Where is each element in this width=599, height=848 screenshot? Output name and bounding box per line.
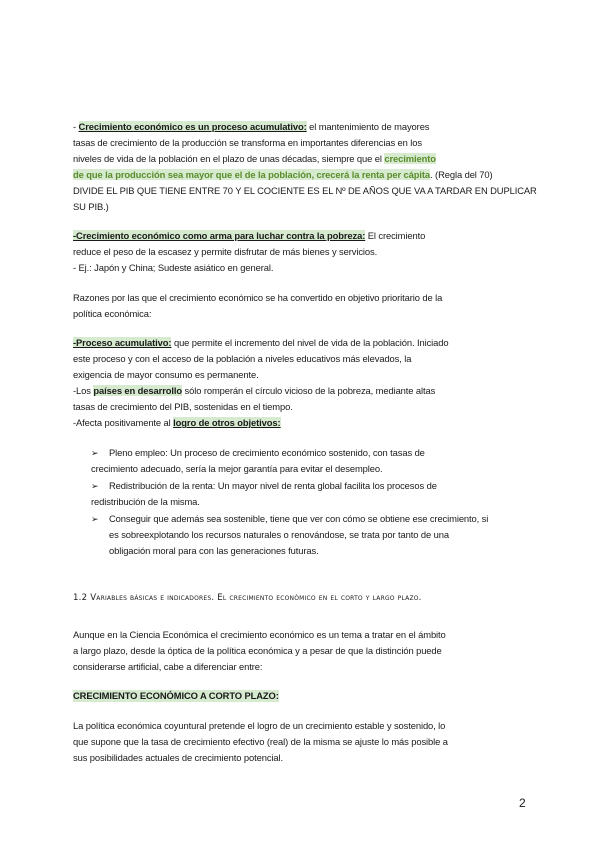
p4-text: que permite el incremento del nivel de vida de la población. Iniciado	[171, 337, 449, 348]
p6-line-1: La política económica coyuntural pretende el logro de un crecimiento estable y sostenido, lo	[73, 720, 446, 731]
p1-line-5: DIVIDE EL PIB QUE TIENE ENTRE 70 Y EL COCIENTE ES EL Nº DE AÑOS QUE VA A TARDAR EN DUPLICAR	[73, 185, 537, 196]
p1-prefix: -	[73, 121, 79, 132]
bullet-1-line-1: Pleno empleo: Un proceso de crecimiento económico sostenido, con tasas de	[109, 447, 425, 458]
p2-text: El crecimiento	[365, 230, 426, 241]
bullet-arrow-icon: ➢	[91, 448, 99, 458]
p3-line-2: política económica:	[73, 308, 152, 319]
bullet-1-line-2: crecimiento adecuado, sería la mejor garantía para evitar el desempleo.	[91, 463, 383, 474]
p5-line-2: a largo plazo, desde la óptica de la política económica y a pesar de que la distinción puede	[73, 645, 442, 656]
p2-line-2: reduce el peso de la escasez y permite disfrutar de más bienes y servicios.	[73, 246, 378, 257]
bullet-3-line-2: es sobreexplotando los recursos naturales o renovándose, se trata por tanto de una	[109, 529, 449, 540]
p1-line-4	[73, 169, 493, 181]
p1-text: el mantenimiento de mayores	[306, 121, 430, 132]
p1-line-6: SU PIB.)	[73, 201, 109, 212]
p1-text: niveles de vida de la población en el plazo de unas décadas, siempre que el	[73, 153, 385, 164]
p6-line-3: sus posibilidades actuales de crecimiento potencial.	[73, 752, 284, 763]
p4-line-3: exigencia de mayor consumo es permanente.	[73, 369, 259, 380]
p4-text: -Los	[73, 385, 94, 396]
p5-line-1: Aunque en la Ciencia Económica el crecimiento económico es un tema a tratar en el ámbito	[73, 629, 446, 640]
p3-line-1: Razones por las que el crecimiento económico se ha convertido en objetivo prioritario de la	[73, 292, 443, 303]
p4-bold-term: -Proceso acumulativo:	[73, 337, 172, 348]
p1-green-highlight: crecimiento	[384, 153, 436, 164]
p4-line-4	[73, 385, 435, 397]
p1-text: . (Regla del 70)	[430, 169, 493, 180]
bullet-2-line-1: Redistribución de la renta: Un mayor nivel de renta global facilita los procesos de	[109, 480, 437, 491]
page-number: 2	[519, 796, 526, 810]
p4-line-5: tasas de crecimiento del PIB, sostenidas en el tiempo.	[73, 401, 293, 412]
bullet-3-line-3: obligación moral para con las generaciones futuras.	[109, 545, 319, 556]
p1-line-2: tasas de crecimiento de la producción se transforma en importantes diferencias en los	[73, 137, 422, 148]
bullet-3-line-1: Conseguir que además sea sostenible, tiene que ver con cómo se obtiene ese crecimiento, si	[109, 513, 489, 524]
p4-text: -Afecta positivamente al	[73, 417, 174, 428]
p2-line-3: - Ej.: Japón y China; Sudeste asiático en general.	[73, 262, 274, 273]
p2-line-1	[73, 230, 425, 242]
p4-line-2: este proceso y con el acceso de la población a niveles educativos más elevados, la	[73, 353, 412, 364]
p4-bold-term: logro de otros objetivos:	[173, 417, 281, 428]
bullet-arrow-icon: ➢	[91, 514, 99, 524]
p6-line-2: que supone que la tasa de crecimiento efectivo (real) de la misma se ajuste lo más posible a	[73, 736, 448, 747]
p1-green-highlight: de que la producción sea mayor que el de la población, crecerá la renta per cápita	[73, 169, 431, 180]
p4-line-1	[73, 337, 448, 349]
p1-line-3	[73, 153, 436, 165]
section-heading: 1.2 Variables básicas e indicadores. El crecimiento económico en el corto y largo plazo.	[73, 593, 422, 603]
p2-bold-term: -Crecimiento económico como arma para luchar contra la pobreza:	[73, 230, 366, 241]
bullet-arrow-icon: ➢	[91, 481, 99, 491]
p4-line-6	[73, 417, 281, 429]
p4-text: sólo romperán el círculo vicioso de la pobreza, mediante altas	[182, 385, 436, 396]
p5-line-3: considerarse artificial, cabe a diferenciar entre:	[73, 661, 263, 672]
bullet-2-line-2: redistribución de la misma.	[91, 496, 200, 507]
p1-line-1	[73, 121, 429, 133]
subheading: CRECIMIENTO ECONÓMICO A CORTO PLAZO:	[73, 690, 279, 701]
p1-bold-term: Crecimiento económico es un proceso acumulativo:	[78, 121, 307, 132]
p4-bold-term: países en desarrollo	[93, 385, 183, 396]
